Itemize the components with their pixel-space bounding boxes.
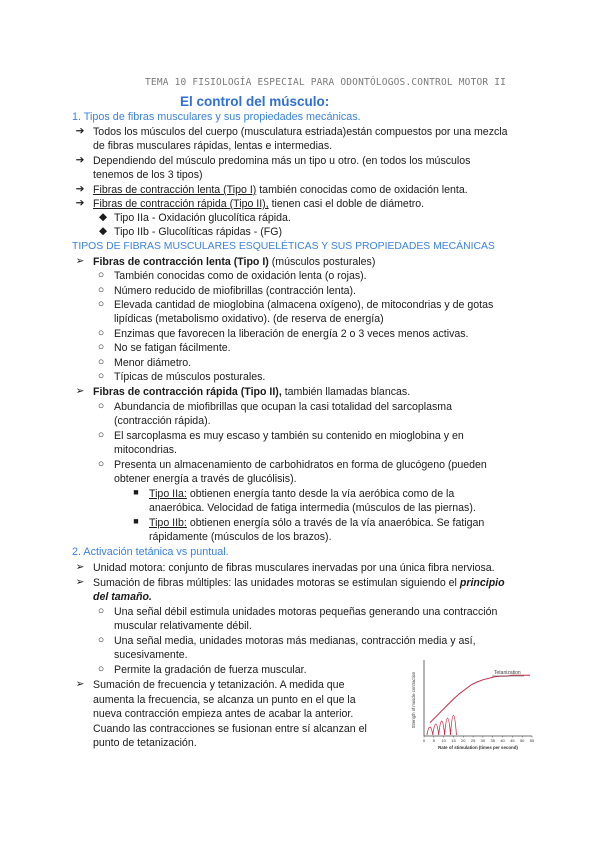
x-tick-label: 15 — [451, 738, 456, 743]
main-heading: El control del músculo: — [180, 94, 330, 109]
text-line: Presenta un almacenamiento de carbohidratos en forma de glucógeno (pueden — [114, 459, 487, 471]
text-line: obtener energía a través de glucólisis). — [114, 473, 297, 485]
underlined-term: Fibras de contracción lenta (Tipo I) — [93, 184, 257, 196]
text-line — [93, 385, 410, 399]
circle-bullet-icon: ○ — [97, 284, 105, 296]
chart-svg — [410, 656, 534, 752]
twitch-wave — [427, 727, 433, 735]
text-line: Menor diámetro. — [114, 357, 192, 369]
text-run: también llamadas blancas. — [281, 386, 411, 398]
twitch-wave — [450, 715, 456, 735]
section-3-heading: 2. Activación tetánica vs puntual. — [72, 546, 229, 558]
series-line — [430, 675, 530, 722]
x-tick-label: 55 — [529, 738, 534, 743]
text-line: Enzimas que favorecen la liberación de energía 2 o 3 veces menos activas. — [114, 328, 469, 340]
bold-term: Fibras de contracción rápida (Tipo II), — [93, 386, 282, 398]
x-axis-label: Rate of stimulation (times per second) — [438, 745, 518, 750]
circle-bullet-icon: ○ — [97, 269, 105, 281]
circle-bullet-icon: ○ — [97, 298, 105, 310]
text-line: Tipo IIa - Oxidación glucolítica rápida. — [114, 212, 291, 224]
circle-bullet-icon: ○ — [97, 370, 105, 382]
text-line: nueva contracción empieza antes de acabar la anterior. — [93, 708, 354, 720]
section-1-heading: 1. Tipos de fibras musculares y sus propiedades mecánicas. — [72, 111, 361, 123]
text-line: Una señal media, unidades motoras más medianas, contracción media y así, — [114, 635, 476, 647]
arrow-bullet-icon: ➔ — [75, 183, 85, 195]
underlined-term: Tipo IIb: — [149, 517, 187, 529]
text-line: Abundancia de miofibrillas que ocupan la casi totalidad del sarcoplasma — [114, 401, 453, 413]
text-line: punto de tetanización. — [93, 737, 197, 749]
text-run: tienen casi el doble de diámetro. — [268, 198, 425, 210]
text-line — [93, 590, 152, 604]
x-tick-label: 0 — [422, 738, 426, 743]
text-run: obtienen energía sólo a través de la vía anaeróbica. Se fatigan — [186, 517, 485, 529]
text-line: Dependiendo del músculo predomina más un tipo u otro. (en todos los músculos — [93, 155, 471, 167]
arrowhead-bullet-icon: ➢ — [75, 576, 85, 588]
text-run: obtienen energía tanto desde la vía aeróbica como de la — [186, 488, 455, 500]
square-bullet-icon: ■ — [133, 487, 139, 497]
text-line: rápidamente (músculos de los brazos). — [149, 531, 332, 543]
twitch-wave — [445, 718, 451, 735]
text-run: (músculos posturales) — [268, 256, 376, 268]
square-bullet-icon: ■ — [133, 516, 139, 526]
x-tick-label: 25 — [470, 738, 476, 743]
text-line: sucesivamente. — [114, 649, 188, 661]
circle-bullet-icon: ○ — [97, 605, 105, 617]
text-line: aumenta la frecuencia, se alcanza un punto en el que la — [93, 694, 356, 706]
circle-bullet-icon: ○ — [97, 458, 105, 470]
text-line: Cuando las contracciones se fusionan entre sí alcanzan el — [93, 723, 367, 735]
chart-annotation: Tetanization — [494, 670, 521, 676]
text-line: El sarcoplasma es muy escaso y también su contenido en mioglobina y en — [114, 430, 464, 442]
text-line: Sumación de frecuencia y tetanización. A medida que — [93, 679, 345, 691]
tetanization-chart — [410, 656, 534, 752]
text-line: No se fatigan fácilmente. — [114, 342, 231, 354]
twitch-wave — [433, 724, 439, 735]
text-line: Típicas de músculos posturales. — [114, 371, 266, 383]
arrowhead-bullet-icon: ➢ — [75, 385, 85, 397]
circle-bullet-icon: ○ — [97, 327, 105, 339]
text-line: Elevada cantidad de mioglobina (almacena oxígeno), de mitocondrias y de gotas — [114, 299, 494, 311]
bold-italic-term: del tamaño. — [93, 591, 152, 603]
circle-bullet-icon: ○ — [97, 400, 105, 412]
arrowhead-bullet-icon: ➢ — [75, 255, 85, 267]
text-line — [93, 255, 375, 269]
diamond-bullet-icon: ◆ — [98, 225, 108, 237]
circle-bullet-icon: ○ — [97, 634, 105, 646]
circle-bullet-icon: ○ — [97, 341, 105, 353]
text-line: (contracción rápida). — [114, 415, 211, 427]
text-line: mitocondrias. — [114, 444, 177, 456]
y-axis-label: Strength of muscle contraction — [411, 671, 416, 729]
text-line: tenemos de los 3 tipos) — [93, 169, 203, 181]
x-tick-label: 35 — [490, 738, 495, 743]
x-tick-label: 10 — [441, 738, 446, 743]
circle-bullet-icon: ○ — [97, 663, 105, 675]
arrow-bullet-icon: ➔ — [75, 197, 85, 209]
text-line: Unidad motora: conjunto de fibras musculares inervadas por una única fibra nerviosa. — [93, 562, 495, 574]
arrow-bullet-icon: ➔ — [75, 154, 85, 166]
text-line: Tipo IIb - Glucolíticas rápidas - (FG) — [114, 226, 282, 238]
text-line: También conocidas como de oxidación lenta (o rojas). — [114, 270, 367, 282]
document-title: TEMA 10 FISIOLOGÍA ESPECIAL PARA ODONTÓLOGOS.CONTROL MOTOR II — [145, 77, 507, 88]
bold-term: Fibras de contracción lenta (Tipo I) — [93, 256, 269, 268]
x-tick-label: 5 — [432, 738, 435, 743]
text-line: anaeróbica. Velocidad de fatiga intermedia (músculos de las piernas). — [149, 502, 476, 514]
text-line — [93, 197, 424, 211]
x-tick-label: 30 — [480, 738, 486, 743]
text-line — [93, 183, 468, 197]
circle-bullet-icon: ○ — [97, 356, 105, 368]
x-tick-label: 50 — [519, 738, 525, 743]
text-run: Sumación de fibras múltiples: las unidades motoras se estimulan siguiendo el — [93, 577, 460, 589]
x-tick-label: 40 — [500, 738, 505, 743]
text-line: muscular relativamente débil. — [114, 620, 252, 632]
text-line: lipídicas (metabolismo oxidativo). (de reserva de energía) — [114, 313, 384, 325]
circle-bullet-icon: ○ — [97, 429, 105, 441]
diamond-bullet-icon: ◆ — [98, 211, 108, 223]
twitch-wave — [439, 721, 445, 735]
text-line: de fibras musculares rápidas, lentas e intermedias. — [93, 140, 333, 152]
text-line: Todos los músculos del cuerpo (musculatura estriada)están compuestos por una mezcla — [93, 126, 508, 138]
x-tick-label: 20 — [461, 738, 466, 743]
bold-italic-term: principio — [459, 577, 505, 589]
text-line: Permite la gradación de fuerza muscular. — [114, 664, 307, 676]
text-line — [149, 516, 484, 530]
text-line: Una señal débil estimula unidades motoras pequeñas generando una contracción — [114, 606, 498, 618]
arrowhead-bullet-icon: ➢ — [75, 678, 85, 690]
text-run: también conocidas como de oxidación lenta. — [256, 184, 468, 196]
underlined-term: Fibras de contracción rápida (Tipo II), — [93, 198, 269, 210]
arrow-bullet-icon: ➔ — [75, 125, 85, 137]
text-line — [93, 576, 505, 590]
text-line: Número reducido de miofibrillas (contracción lenta). — [114, 285, 356, 297]
underlined-term: Tipo IIa: — [149, 488, 187, 500]
x-tick-label: 45 — [510, 738, 515, 743]
arrowhead-bullet-icon: ➢ — [75, 561, 85, 573]
text-line — [149, 487, 454, 501]
section-2-heading: TIPOS DE FIBRAS MUSCULARES ESQUELÉTICAS Y SUS PROPIEDADES MECÁNICAS — [72, 241, 495, 252]
